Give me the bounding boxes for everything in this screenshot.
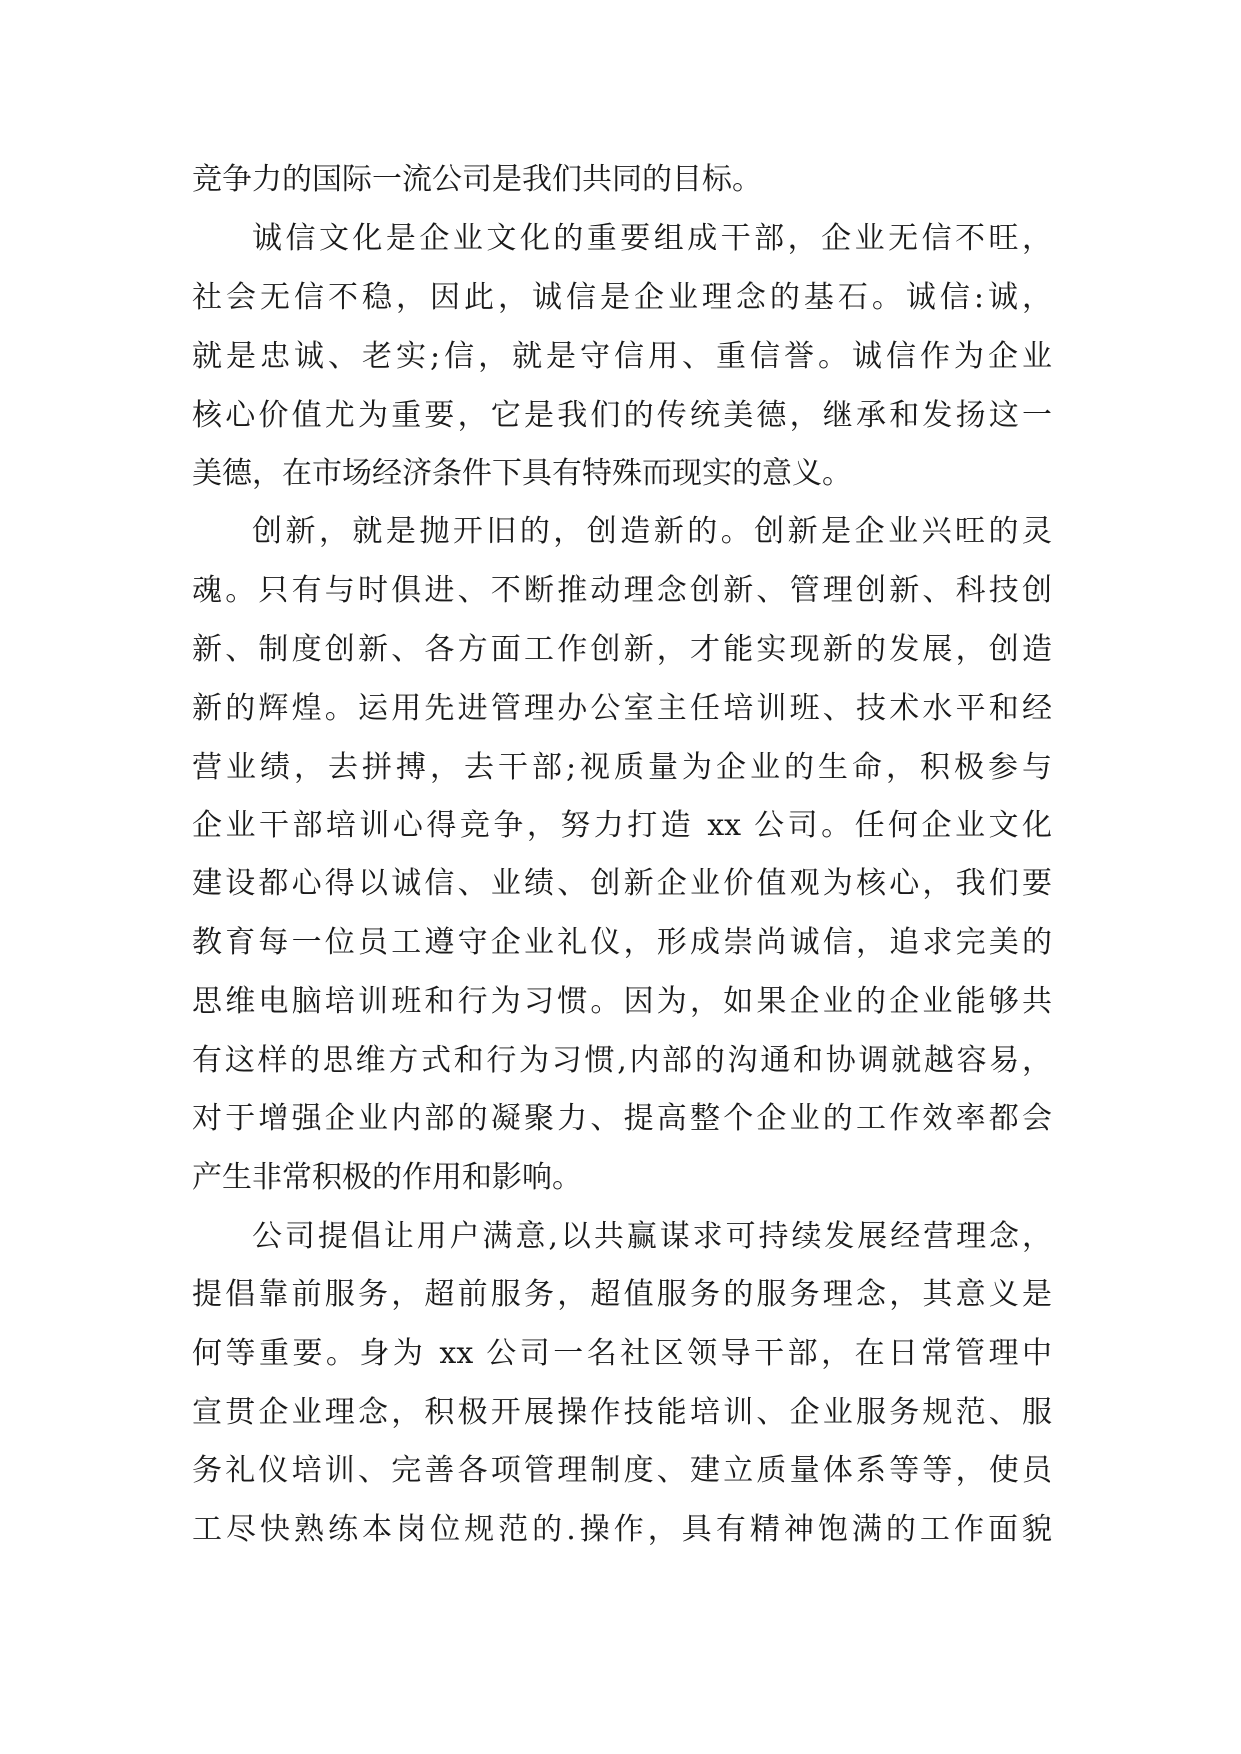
text-line: 核心价值尤为重要，它是我们的传统美德，继承和发扬这一: [192, 398, 1052, 433]
text-line: 新的辉煌。运用先进管理办公室主任培训班、技术水平和经: [192, 691, 1052, 726]
text-line: 竞争力的国际一流公司是我们共同的目标。: [192, 162, 762, 197]
text-line: 社会无信不稳，因此，诚信是企业理念的基石。诚信:诚，: [192, 280, 1052, 315]
text-line: 有这样的思维方式和行为习惯,内部的沟通和协调就越容易，: [192, 1043, 1052, 1078]
text-line: 何等重要。身为 xx 公司一名社区领导干部，在日常管理中: [192, 1336, 1052, 1371]
text-line: 魂。只有与时俱进、不断推动理念创新、管理创新、科技创: [192, 573, 1052, 608]
text-line: 务礼仪培训、完善各项管理制度、建立质量体系等等，使员: [192, 1453, 1052, 1488]
text-line: 宣贯企业理念，积极开展操作技能培训、企业服务规范、服: [192, 1395, 1052, 1430]
paragraph-first-line: 诚信文化是企业文化的重要组成干部，企业无信不旺，: [252, 221, 1052, 256]
text-line: 美德，在市场经济条件下具有特殊而现实的意义。: [192, 456, 852, 491]
text-line: 营业绩，去拼搏，去干部;视质量为企业的生命，积极参与: [192, 750, 1052, 785]
text-line: 就是忠诚、老实;信，就是守信用、重信誉。诚信作为企业: [192, 339, 1052, 374]
text-line: 提倡靠前服务，超前服务，超值服务的服务理念，其意义是: [192, 1277, 1052, 1312]
text-line: 思维电脑培训班和行为习惯。因为，如果企业的企业能够共: [192, 984, 1052, 1019]
text-line: 工尽快熟练本岗位规范的.操作，具有精神饱满的工作面貌: [192, 1512, 1052, 1547]
paragraph-first-line: 创新，就是抛开旧的，创造新的。创新是企业兴旺的灵: [252, 514, 1052, 549]
text-line: 产生非常积极的作用和影响。: [192, 1160, 582, 1195]
paragraph-first-line: 公司提倡让用户满意,以共赢谋求可持续发展经营理念，: [252, 1219, 1052, 1254]
text-line: 企业干部培训心得竞争，努力打造 xx 公司。任何企业文化: [192, 808, 1052, 843]
text-line: 对于增强企业内部的凝聚力、提高整个企业的工作效率都会: [192, 1101, 1052, 1136]
text-line: 教育每一位员工遵守企业礼仪，形成崇尚诚信，追求完美的: [192, 925, 1052, 960]
text-line: 建设都心得以诚信、业绩、创新企业价值观为核心，我们要: [192, 866, 1052, 901]
text-line: 新、制度创新、各方面工作创新，才能实现新的发展，创造: [192, 632, 1052, 667]
